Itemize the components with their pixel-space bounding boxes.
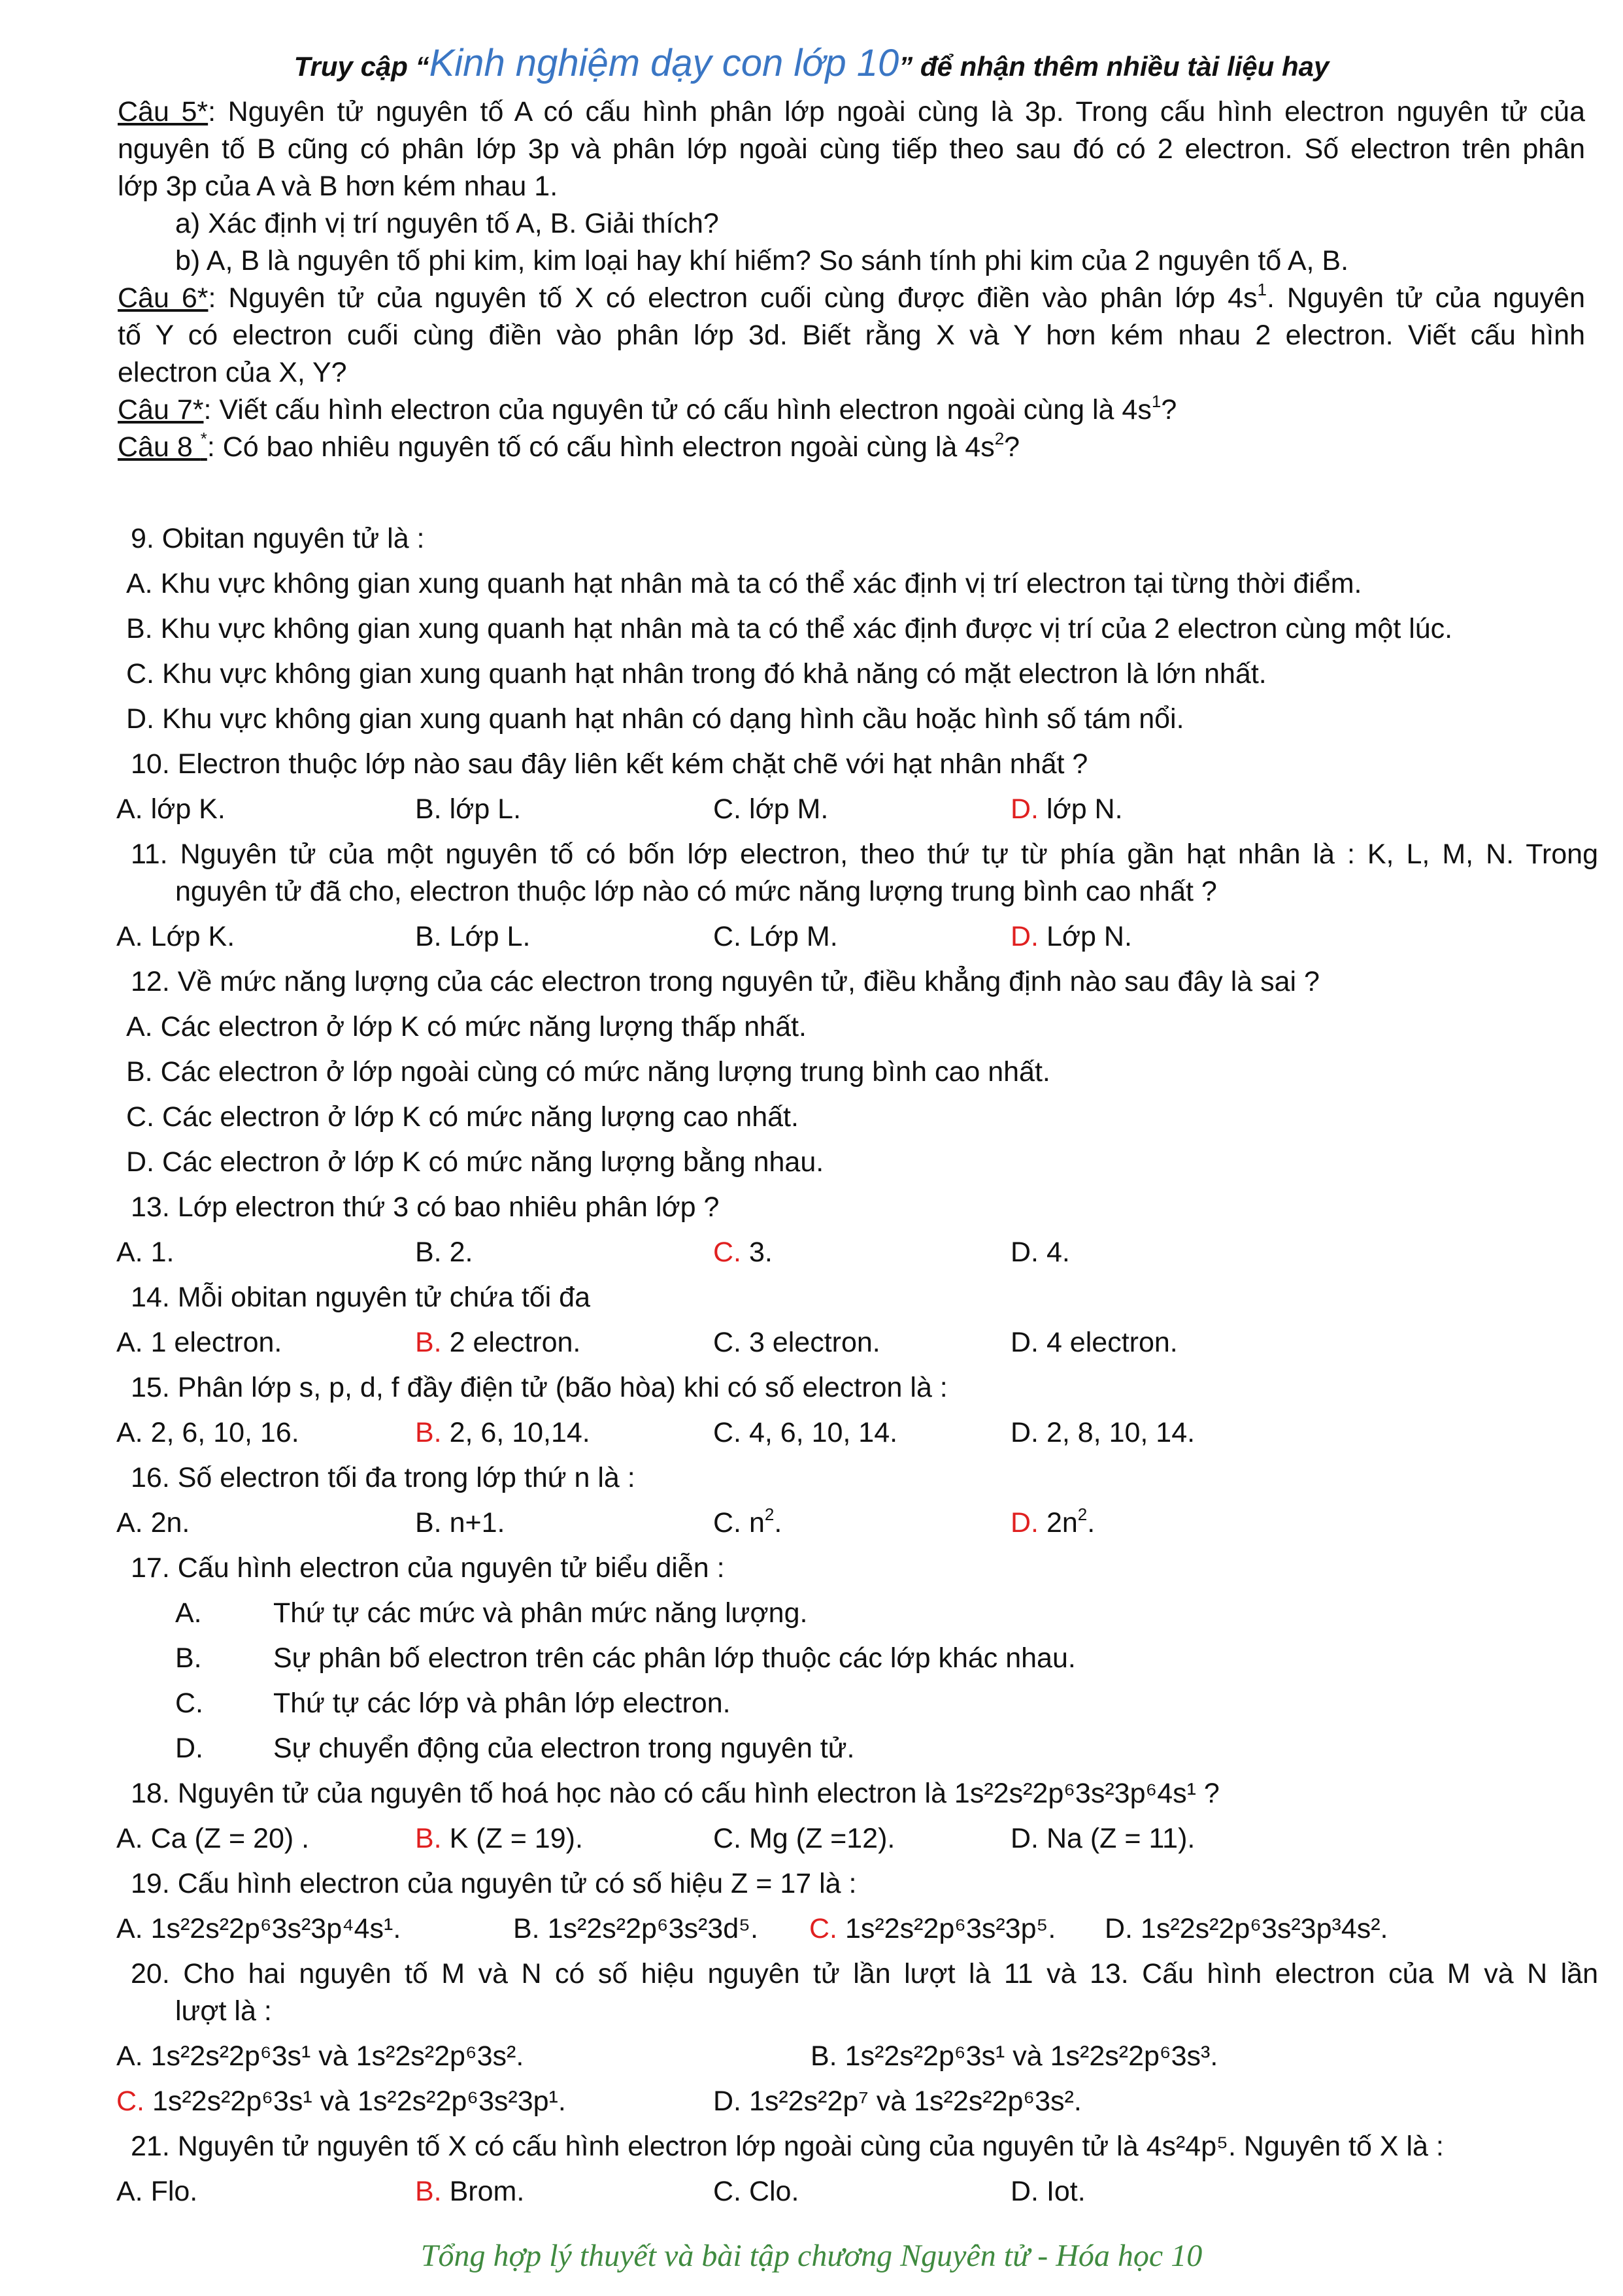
q16-option-a: A. 2n.	[116, 1507, 190, 1539]
answer-mark: B.	[415, 2176, 442, 2207]
q12-option-c: C. Các electron ở lớp K có mức năng lượng cao nhất.	[126, 1101, 799, 1133]
q15-option-a: A. 2, 6, 10, 16.	[116, 1417, 299, 1448]
q13-option-d: D. 4.	[1011, 1237, 1070, 1268]
q21-option-a: A. Flo.	[116, 2176, 198, 2207]
header-link[interactable]: Kinh nghiệm dạy con lớp 10	[429, 42, 899, 84]
q10-stem: 10. Electron thuộc lớp nào sau đây liên kết kém chặt chẽ với hạt nhân nhất ?	[131, 748, 1088, 780]
q17-option-c: Thứ tự các lớp và phân lớp electron.	[273, 1688, 731, 1719]
cau5-a: a) Xác định vị trí nguyên tố A, B. Giải thích?	[175, 208, 719, 239]
q17-option-d: Sự chuyển động của electron trong nguyên tử.	[273, 1733, 855, 1764]
q20-option-b: B. 1s²2s²2p⁶3s¹ và 1s²2s²2p⁶3s³.	[811, 2040, 1218, 2072]
q21-stem: 21. Nguyên tử nguyên tố X có cấu hình electron lớp ngoài cùng của nguyên tử là 4s²4p⁵. Nguyên tố X là :	[131, 2131, 1444, 2162]
cau7: Câu 7*: Viết cấu hình electron của nguyên tử có cấu hình electron ngoài cùng là $4s^1$?	[118, 391, 1177, 425]
q11-line1: 11. Nguyên tử của một nguyên tố có bốn lớp electron, theo thứ tự từ phía gần hạt nhân là : K, L, M, N. Trong	[131, 839, 1598, 870]
cau6-line2: tố Y có electron cuối cùng điền vào phân lớp 3d. Biết rằng X và Y hơn kém nhau 2 electron. Viết cấu hình	[118, 320, 1585, 351]
q13-option-b: B. 2.	[415, 1237, 473, 1268]
q13-option-a: A. 1.	[116, 1237, 175, 1268]
q21-option-b: B. Brom.	[415, 2176, 525, 2207]
answer-mark: C.	[116, 2086, 144, 2117]
q16-option-d: D. $2n^2$.	[1011, 1504, 1096, 1539]
cau5-line1: Câu 5*: Nguyên tử nguyên tố A có cấu hình phân lớp ngoài cùng là 3p. Trong cấu hình electron nguyên tử của	[118, 96, 1586, 127]
q20-option-d: D. 1s²2s²2p⁷ và 1s²2s²2p⁶3s².	[713, 2086, 1082, 2117]
q19-stem: 19. Cấu hình electron của nguyên tử có số hiệu Z = 17 là :	[131, 1868, 857, 1899]
q17-option-a: Thứ tự các mức và phân mức năng lượng.	[273, 1597, 808, 1629]
answer-mark: D.	[1011, 793, 1039, 825]
q18-stem: 18. Nguyên tử của nguyên tố hoá học nào có cấu hình electron là 1s²2s²2p⁶3s²3p⁶4s¹ ?	[131, 1778, 1220, 1809]
q10-option-c: C. lớp M.	[713, 793, 829, 825]
cau7-label: Câu 7*	[118, 394, 204, 425]
q17-option-b: Sự phân bố electron trên các phân lớp thuộc các lớp khác nhau.	[273, 1642, 1076, 1674]
q16-option-c: C. $n^2$.	[713, 1504, 782, 1539]
q19-option-c: C. 1s²2s²2p⁶3s²3p⁵.	[809, 1913, 1056, 1944]
q9-option-c: C. Khu vực không gian xung quanh hạt nhân trong đó khả năng có mặt electron là lớn nhất.	[126, 658, 1267, 690]
cau5-label: Câu 5*	[118, 96, 209, 127]
q17-option-d-letter: D.	[175, 1733, 203, 1764]
cau5-line2: nguyên tố B cũng có phân lớp 3p và phân lớp ngoài cùng tiếp theo sau đó có 2 electron. Số electron trên phân	[118, 133, 1585, 165]
q12-stem: 12. Về mức năng lượng của các electron trong nguyên tử, điều khẳng định nào sau đây là sai ?	[131, 966, 1320, 997]
q12-option-b: B. Các electron ở lớp ngoài cùng có mức năng lượng trung bình cao nhất.	[126, 1056, 1050, 1088]
q10-option-d: D. lớp N.	[1011, 793, 1123, 825]
q12-option-d: D. Các electron ở lớp K có mức năng lượng bằng nhau.	[126, 1146, 824, 1178]
answer-mark: B.	[415, 1417, 442, 1448]
q20-option-a: A. 1s²2s²2p⁶3s¹ và 1s²2s²2p⁶3s².	[116, 2040, 524, 2072]
q9-stem: 9. Obitan nguyên tử là :	[131, 523, 425, 554]
q18-option-c: C. Mg (Z =12).	[713, 1823, 895, 1854]
q15-option-d: D. 2, 8, 10, 14.	[1011, 1417, 1196, 1448]
q20-line1: 20. Cho hai nguyên tố M và N có số hiệu nguyên tử lần lượt là 11 và 13. Cấu hình electron của M và N lần	[131, 1958, 1598, 1989]
q15-option-b: B. 2, 6, 10,14.	[415, 1417, 590, 1448]
cau5-line3: lớp 3p của A và B hơn kém nhau 1.	[118, 171, 558, 202]
cau5-b: b) A, B là nguyên tố phi kim, kim loại hay khí hiếm? So sánh tính phi kim của 2 nguyên tố A, B.	[175, 245, 1349, 276]
q21-option-d: D. Iot.	[1011, 2176, 1086, 2207]
answer-mark: B.	[415, 1327, 442, 1358]
cau6-label: Câu 6*	[118, 282, 209, 314]
answer-mark: C.	[809, 1913, 837, 1944]
q20-line2: lượt là :	[175, 1995, 272, 2027]
q19-option-d: D. 1s²2s²2p⁶3s²3p³4s².	[1105, 1913, 1388, 1944]
q14-option-d: D. 4 electron.	[1011, 1327, 1178, 1358]
q11-line2: nguyên tử đã cho, electron thuộc lớp nào có mức năng lượng trung bình cao nhất ?	[175, 876, 1217, 907]
cau6-line3: electron của X, Y?	[118, 357, 347, 388]
q14-option-b: B. 2 electron.	[415, 1327, 581, 1358]
answer-mark: D.	[1011, 921, 1039, 952]
q13-option-c: C. 3.	[713, 1237, 773, 1268]
q16-stem: 16. Số electron tối đa trong lớp thứ n là :	[131, 1462, 635, 1493]
q18-option-a: A. Ca (Z = 20) .	[116, 1823, 310, 1854]
q11-option-b: B. Lớp L.	[415, 921, 531, 952]
q19-option-b: B. 1s²2s²2p⁶3s²3d⁵.	[513, 1913, 758, 1944]
q16-option-b: B. n+1.	[415, 1507, 505, 1539]
q18-option-d: D. Na (Z = 11).	[1011, 1823, 1196, 1854]
q14-option-c: C. 3 electron.	[713, 1327, 880, 1358]
q10-option-b: B. lớp L.	[415, 793, 522, 825]
cau8-label: Câu 8 *	[118, 428, 207, 463]
q10-option-a: A. lớp K.	[116, 793, 226, 825]
q17-option-c-letter: C.	[175, 1688, 203, 1719]
q17-option-a-letter: A.	[175, 1597, 202, 1629]
answer-mark: B.	[415, 1823, 442, 1854]
q9-option-b: B. Khu vực không gian xung quanh hạt nhân mà ta có thể xác định được vị trí của 2 electron cùng một lúc.	[126, 613, 1453, 644]
q14-stem: 14. Mỗi obitan nguyên tử chứa tối đa	[131, 1282, 591, 1313]
q20-option-c: C. 1s²2s²2p⁶3s¹ và 1s²2s²2p⁶3s²3p¹.	[116, 2086, 566, 2117]
cau8: Câu 8 *: Có bao nhiêu nguyên tố có cấu hình electron ngoài cùng là $4s^2$?	[118, 428, 1020, 463]
q21-option-c: C. Clo.	[713, 2176, 799, 2207]
q9-option-a: A. Khu vực không gian xung quanh hạt nhân mà ta có thể xác định vị trí electron tại từng thời điểm.	[126, 568, 1362, 599]
answer-mark: C.	[713, 1237, 741, 1268]
q15-stem: 15. Phân lớp s, p, d, f đầy điện tử (bão hòa) khi có số electron là :	[131, 1372, 948, 1403]
q11-option-d: D. Lớp N.	[1011, 921, 1132, 952]
q9-option-d: D. Khu vực không gian xung quanh hạt nhân có dạng hình cầu hoặc hình số tám nổi.	[126, 703, 1184, 735]
q11-option-c: C. Lớp M.	[713, 921, 838, 952]
answer-mark: D.	[1011, 1507, 1039, 1539]
q13-stem: 13. Lớp electron thứ 3 có bao nhiêu phân lớp ?	[131, 1191, 720, 1223]
q12-option-a: A. Các electron ở lớp K có mức năng lượng thấp nhất.	[126, 1011, 807, 1042]
q17-option-b-letter: B.	[175, 1642, 202, 1674]
q15-option-c: C. 4, 6, 10, 14.	[713, 1417, 898, 1448]
q11-option-a: A. Lớp K.	[116, 921, 235, 952]
q14-option-a: A. 1 electron.	[116, 1327, 282, 1358]
q17-stem: 17. Cấu hình electron của nguyên tử biểu diễn :	[131, 1552, 725, 1584]
cau6-line1: Câu 6*: Nguyên tử của nguyên tố X có electron cuối cùng được điền vào phân lớp $4s^1$. Nguyên tử của nguyên	[118, 279, 1585, 314]
q19-option-a: A. 1s²2s²2p⁶3s²3p⁴4s¹.	[116, 1913, 401, 1944]
footer-title: Tổng hợp lý thuyết và bài tập chương Nguyên tử - Hóa học 10	[420, 2238, 1203, 2273]
q18-option-b: B. K (Z = 19).	[415, 1823, 583, 1854]
header-banner: Truy cập “Kinh nghiệm dạy con lớp 10” để nhận thêm nhiều tài liệu hay	[293, 42, 1330, 84]
